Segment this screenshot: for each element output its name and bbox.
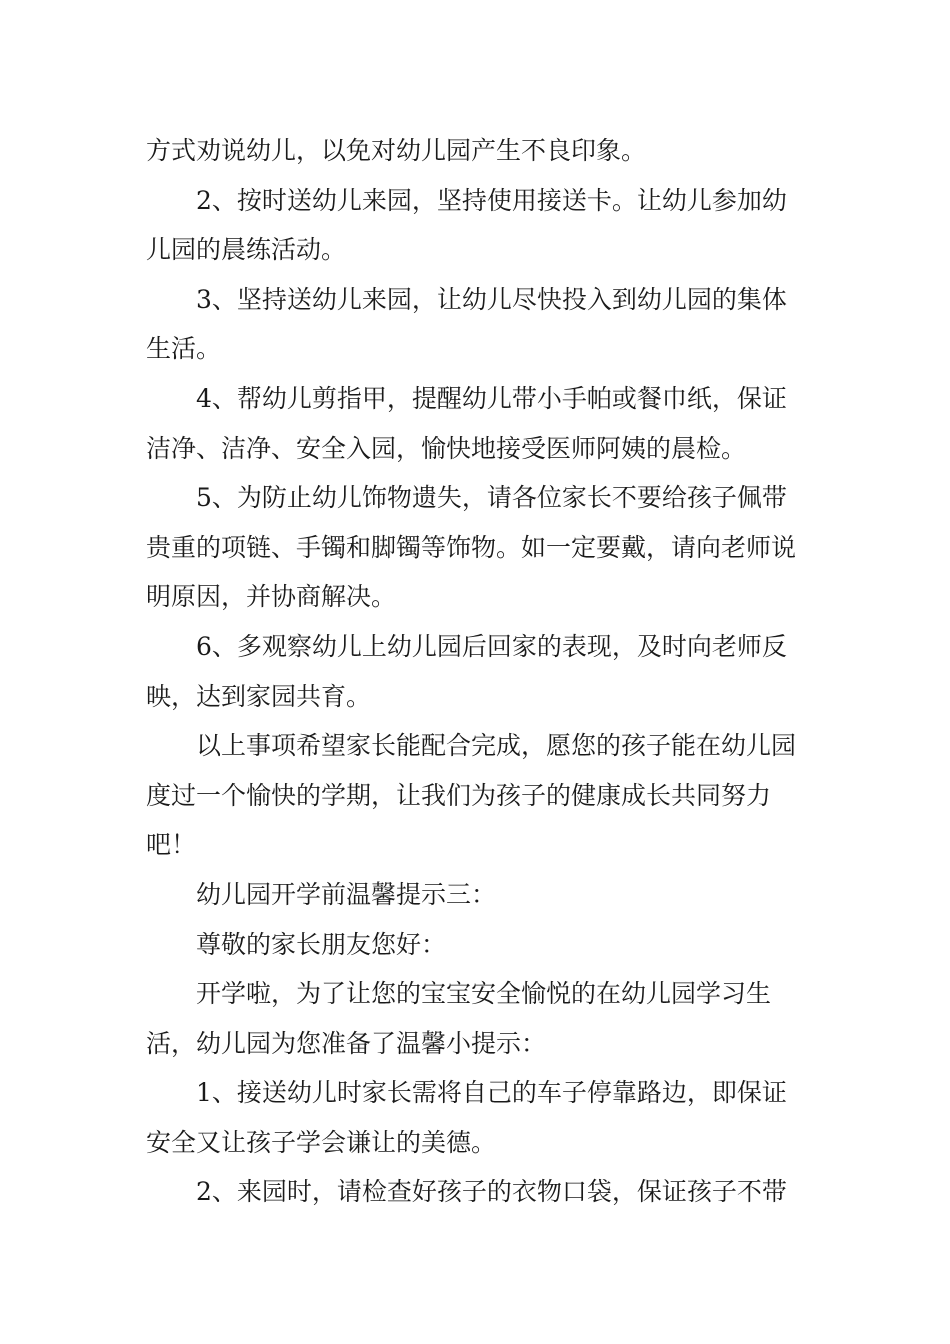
paragraph-item-4: 4、帮幼儿剪指甲，提醒幼儿带小手帕或餐巾纸，保证洁净、洁净、安全入园，愉快地接受医师阿姨的晨检。 (146, 383, 787, 463)
paragraph-continuation: 方式劝说幼儿，以免对幼儿园产生不良印象。 (146, 136, 647, 165)
paragraph-tip-1: 1、接送幼儿时家长需将自己的车子停靠路边，即保证安全又让孩子学会谦让的美德。 (146, 1078, 787, 1157)
paragraph-item-5: 5、为防止幼儿饰物遗失，请各位家长不要给孩子佩带贵重的项链、手镯和脚镯等饰物。如一定要戴，请向老师说明原因，并协商解决。 (146, 483, 797, 612)
paragraph-item-3: 3、坚持送幼儿来园，让幼儿尽快投入到幼儿园的集体生活。 (146, 284, 787, 364)
paragraph-item-6: 6、多观察幼儿上幼儿园后回家的表现，及时向老师反映，达到家园共育。 (146, 631, 787, 711)
salutation: 尊敬的家长朋友您好： (196, 929, 447, 959)
paragraph-tip-2: 2、来园时，请检查好孩子的衣物口袋，保证孩子不带 (196, 1177, 787, 1207)
section-heading: 幼儿园开学前温馨提示三： (196, 879, 497, 909)
paragraph-item-2: 2、按时送幼儿来园，坚持使用接送卡。让幼儿参加幼儿园的晨练活动。 (146, 185, 787, 265)
paragraph-intro: 开学啦，为了让您的宝宝安全愉悦的在幼儿园学习生活，幼儿园为您准备了温馨小提示： (146, 979, 772, 1058)
document-body (146, 126, 806, 1217)
paragraph-closing: 以上事项希望家长能配合完成，愿您的孩子能在幼儿园度过一个愉快的学期，让我们为孩子的健康成长共同努力吧！ (146, 731, 797, 860)
